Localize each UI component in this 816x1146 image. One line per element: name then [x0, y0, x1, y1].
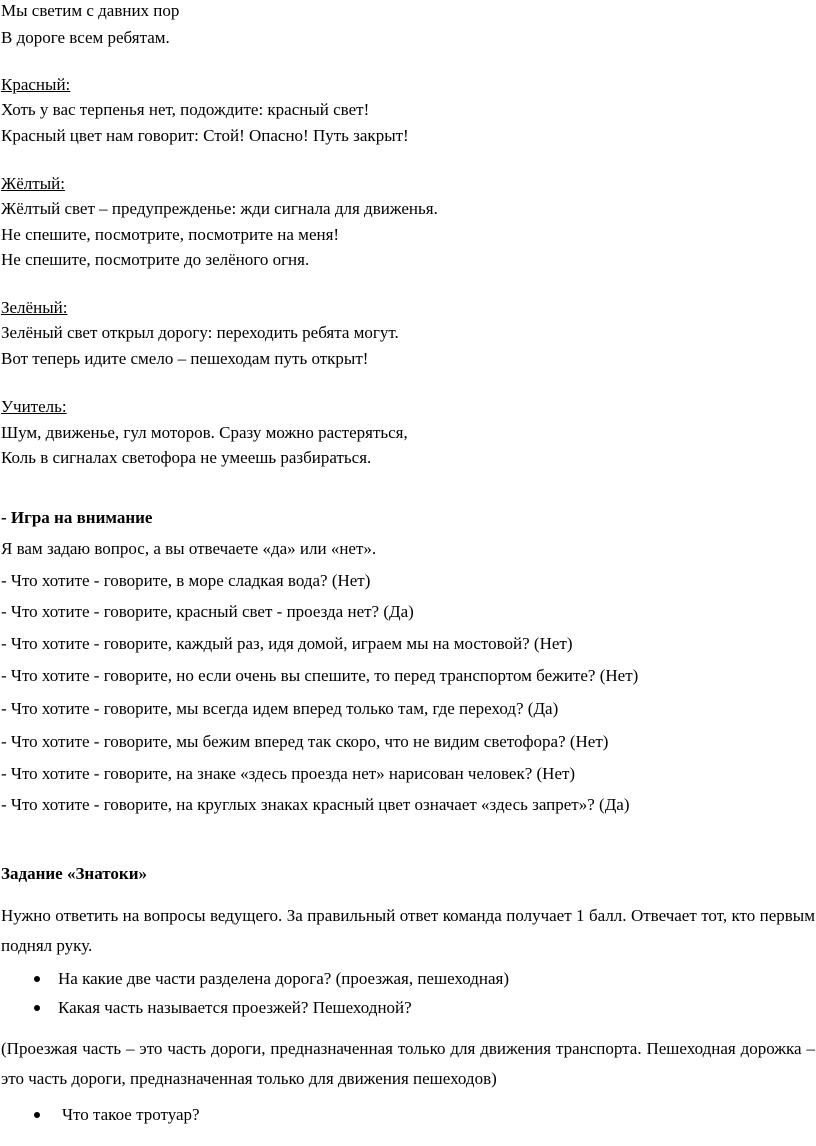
yellow-line-1: Жёлтый свет – предупрежденье: жди сигнала для движенья.	[1, 199, 438, 218]
bullet-dot-icon	[34, 1005, 40, 1011]
red-heading: Красный:	[1, 75, 71, 94]
game-question: - Что хотите - говорите, мы всегда идем вперед только там, где переход? (Да)	[1, 699, 559, 718]
red-line-1: Хоть у вас терпенья нет, подождите: красный свет!	[1, 100, 370, 119]
intro-line-1: Мы светим с давних пор	[1, 1, 180, 20]
green-line-2: Вот теперь идите смело – пешеходам путь открыт!	[1, 349, 369, 368]
bullet-dot-icon	[34, 1112, 40, 1118]
game-question: - Что хотите - говорите, мы бежим вперед так скоро, что не видим светофора? (Нет)	[1, 732, 609, 751]
game-question: - Что хотите - говорите, на знаке «здесь проезда нет» нарисован человек? (Нет)	[1, 764, 576, 783]
red-line-2: Красный цвет нам говорит: Стой! Опасно! Путь закрыт!	[1, 126, 409, 145]
experts-explanation: (Проезжая часть – это часть дороги, предназначенная только для движения транспорта. Пешеходная дорожка – это часть дороги, предназначенная только для движения пешеходов)	[1, 1039, 815, 1088]
teacher-line-2: Коль в сигналах светофора не умеешь разбираться.	[1, 448, 372, 467]
teacher-line-1: Шум, движенье, гул моторов. Сразу можно растеряться,	[1, 423, 408, 442]
intro-line-2: В дороге всем ребятам.	[1, 28, 170, 47]
green-line-1: Зелёный свет открыл дорогу: переходить ребята могут.	[1, 323, 399, 342]
game-question: - Что хотите - говорите, на круглых знаках красный цвет означает «здесь запрет»? (Да)	[1, 795, 630, 814]
experts-last-bullet-text: Что такое тротуар?	[62, 1105, 200, 1124]
game-question: - Что хотите - говорите, каждый раз, идя домой, играем мы на мостовой? (Нет)	[1, 634, 573, 653]
experts-bullet-text: На какие две части разделена дорога? (проезжая, пешеходная)	[58, 969, 510, 988]
game-question: - Что хотите - говорите, но если очень вы спешите, то перед транспортом бежите? (Нет)	[1, 666, 639, 685]
teacher-heading: Учитель:	[1, 397, 67, 416]
experts-bullet-text: Какая часть называется проезжей? Пешеходной?	[58, 998, 412, 1017]
yellow-line-2: Не спешите, посмотрите, посмотрите на меня!	[1, 225, 340, 244]
yellow-heading: Жёлтый:	[1, 174, 65, 193]
game-question: - Что хотите - говорите, в море сладкая вода? (Нет)	[1, 571, 371, 590]
game-intro: Я вам задаю вопрос, а вы отвечаете «да» или «нет».	[1, 539, 377, 558]
game-question: - Что хотите - говорите, красный свет - проезда нет? (Да)	[1, 602, 414, 621]
yellow-line-3: Не спешите, посмотрите до зелёного огня.	[1, 250, 310, 269]
green-heading: Зелёный:	[1, 298, 68, 317]
game-heading: - Игра на внимание	[1, 508, 153, 527]
experts-heading: Задание «Знатоки»	[1, 864, 148, 883]
bullet-dot-icon	[34, 976, 40, 982]
experts-instructions: Нужно ответить на вопросы ведущего. За правильный ответ команда получает 1 балл. Отвечает тот, кто первым поднял руку.	[1, 906, 815, 955]
